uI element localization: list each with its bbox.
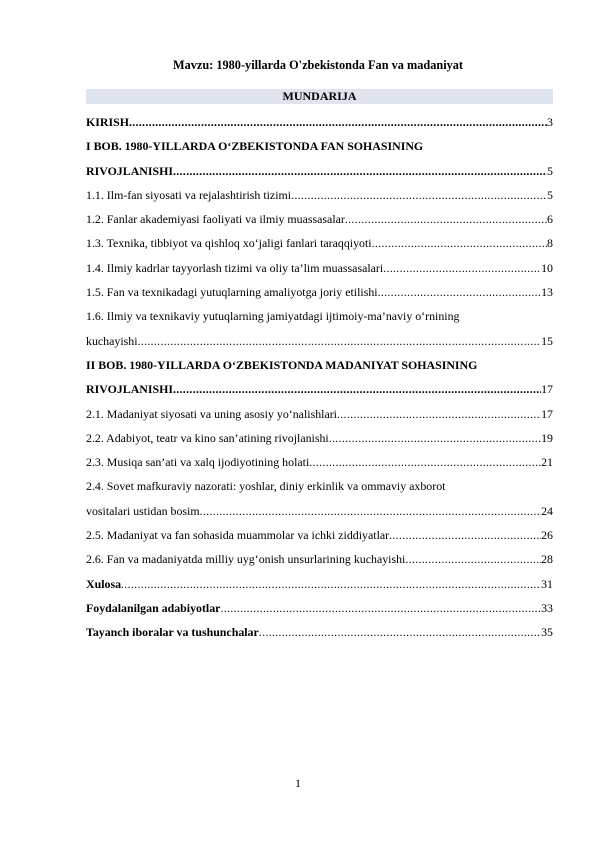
dot-leader: [329, 426, 541, 450]
toc-entry-title: Tayanch iboralar va tushunchalar: [86, 625, 259, 640]
toc-entry-page: 24: [541, 503, 553, 518]
toc-chapter-2-title: [86, 353, 553, 377]
toc-entry-page: 19: [541, 430, 553, 445]
toc-entry-page: 13: [541, 285, 553, 300]
toc-entry-1-6[interactable]: [86, 329, 553, 353]
dot-leader: [173, 159, 547, 183]
toc-entry-2-4[interactable]: [86, 499, 553, 523]
toc-entry-page: 33: [541, 600, 553, 615]
toc-entry-page: 17: [541, 382, 553, 397]
toc-entry-title: vositalari ustidan bosim: [86, 503, 200, 518]
dot-leader: [220, 596, 541, 620]
toc-entry-2-3[interactable]: [86, 450, 553, 474]
toc-entry-xulosa[interactable]: [86, 572, 553, 596]
toc-entry-2-1[interactable]: [86, 402, 553, 426]
toc-entry-title: 2.4. Sovet mafkuraviy nazorati: yoshlar, diniy erkinlik va ommaviy axborot: [86, 479, 446, 494]
toc-entry-title: 1.2. Fanlar akademiyasi faoliyati va ilmiy muassasalar: [86, 212, 345, 227]
toc-entry-2-6[interactable]: [86, 547, 553, 571]
dot-leader: [372, 231, 547, 255]
toc-entry-title: 2.2. Adabiyot, teatr va kino san’atining rivojlanishi: [86, 430, 329, 445]
toc-entry-title: 2.1. Madaniyat siyosati va uning asosiy yo‘nalishlari: [86, 406, 337, 421]
toc-entry-1-1[interactable]: [86, 183, 553, 207]
toc-entry-title: kuchayishi: [86, 333, 138, 348]
toc-entry-page: 35: [541, 625, 553, 640]
toc-entry-page: 8: [547, 236, 553, 251]
dot-leader: [259, 620, 541, 644]
toc-entry-1-5[interactable]: [86, 280, 553, 304]
toc-entry-1-3[interactable]: [86, 231, 553, 255]
toc-entry-title: I BOB. 1980-YILLARDA O‘ZBEKISTONDA FAN SOHASINING: [86, 139, 424, 154]
toc-entry-title: RIVOJLANISHI: [86, 382, 173, 397]
dot-leader: [129, 110, 547, 134]
toc-entry-title: 2.6. Fan va madaniyatda milliy uyg‘onish unsurlarining kuchayishi: [86, 552, 406, 567]
toc-entry-2-4-title: [86, 474, 553, 498]
toc-heading: MUNDARIJA: [86, 89, 553, 104]
toc-entry-title: KIRISH: [86, 115, 129, 129]
dot-leader: [121, 572, 541, 596]
dot-leader: [138, 329, 542, 353]
toc-entry-page: 10: [541, 260, 553, 275]
page-number: 1: [295, 776, 301, 790]
toc-entry-page: 31: [541, 576, 553, 591]
toc-entry-title: 2.3. Musiqa san’ati va xalq ijodiyotining holati: [86, 455, 310, 470]
toc-chapter-1-title: [86, 134, 553, 158]
toc-entry-title: 1.6. Ilmiy va texnikaviy yutuqlarning jamiyatdagi ijtimoiy-ma’naviy o‘rnining: [86, 309, 460, 324]
toc-entry-1-2[interactable]: [86, 207, 553, 231]
dot-leader: [337, 402, 541, 426]
dot-leader: [200, 499, 541, 523]
dot-leader: [378, 280, 542, 304]
toc-entry-chapter-1[interactable]: [86, 159, 553, 183]
dot-leader: [345, 207, 547, 231]
toc-entry-title: Xulosa: [86, 576, 122, 591]
toc-entry-title: Foydalanilgan adabiyotlar: [86, 600, 221, 615]
toc-entry-page: 5: [547, 187, 553, 202]
toc-entry-page: 28: [541, 552, 553, 567]
toc-entry-1-6-title: [86, 304, 553, 328]
toc-entry-title: 1.4. Ilmiy kadrlar tayyorlash tizimi va oliy ta’lim muassasalari: [86, 260, 384, 275]
toc-entry-title: 1.1. Ilm-fan siyosati va rejalashtirish tizimi: [86, 187, 292, 202]
toc-entry-1-4[interactable]: [86, 256, 553, 280]
document-topic: Mavzu: 1980-yillarda O'zbekistonda Fan va madaniyat: [172, 58, 463, 72]
dot-leader: [173, 377, 541, 401]
toc-entry-page: 3: [547, 115, 553, 129]
toc-entry-title: 2.5. Madaniyat va fan sohasida muammolar va ichki ziddiyatlar: [86, 528, 390, 543]
dot-leader: [291, 183, 547, 207]
table-of-contents: [86, 110, 553, 645]
toc-entry-page: 5: [547, 163, 553, 178]
toc-entry-page: 26: [541, 528, 553, 543]
toc-entry-page: 21: [541, 455, 553, 470]
toc-entry-page: 6: [547, 212, 553, 227]
toc-entry-title: II BOB. 1980-YILLARDA O‘ZBEKISTONDA MADANIYAT SOHASINING: [86, 357, 478, 372]
toc-entry-adabiyotlar[interactable]: [86, 596, 553, 620]
dot-leader: [389, 523, 541, 547]
toc-entry-page: 17: [541, 406, 553, 421]
toc-entry-2-5[interactable]: [86, 523, 553, 547]
toc-entry-kirish[interactable]: [86, 110, 553, 134]
dot-leader: [383, 256, 541, 280]
toc-entry-title: 1.5. Fan va texnikadagi yutuqlarning amaliyotga joriy etilishi: [86, 285, 378, 300]
toc-entry-page: 15: [541, 333, 553, 348]
dot-leader: [405, 547, 541, 571]
toc-entry-title: 1.3. Texnika, tibbiyot va qishloq xo‘jaligi fanlari taraqqiyoti: [86, 236, 372, 251]
toc-entry-chapter-2[interactable]: [86, 377, 553, 401]
dot-leader: [309, 450, 541, 474]
toc-entry-tayanch-iboralar[interactable]: [86, 620, 553, 644]
toc-entry-title: RIVOJLANISHI: [86, 163, 173, 178]
toc-entry-2-2[interactable]: [86, 426, 553, 450]
